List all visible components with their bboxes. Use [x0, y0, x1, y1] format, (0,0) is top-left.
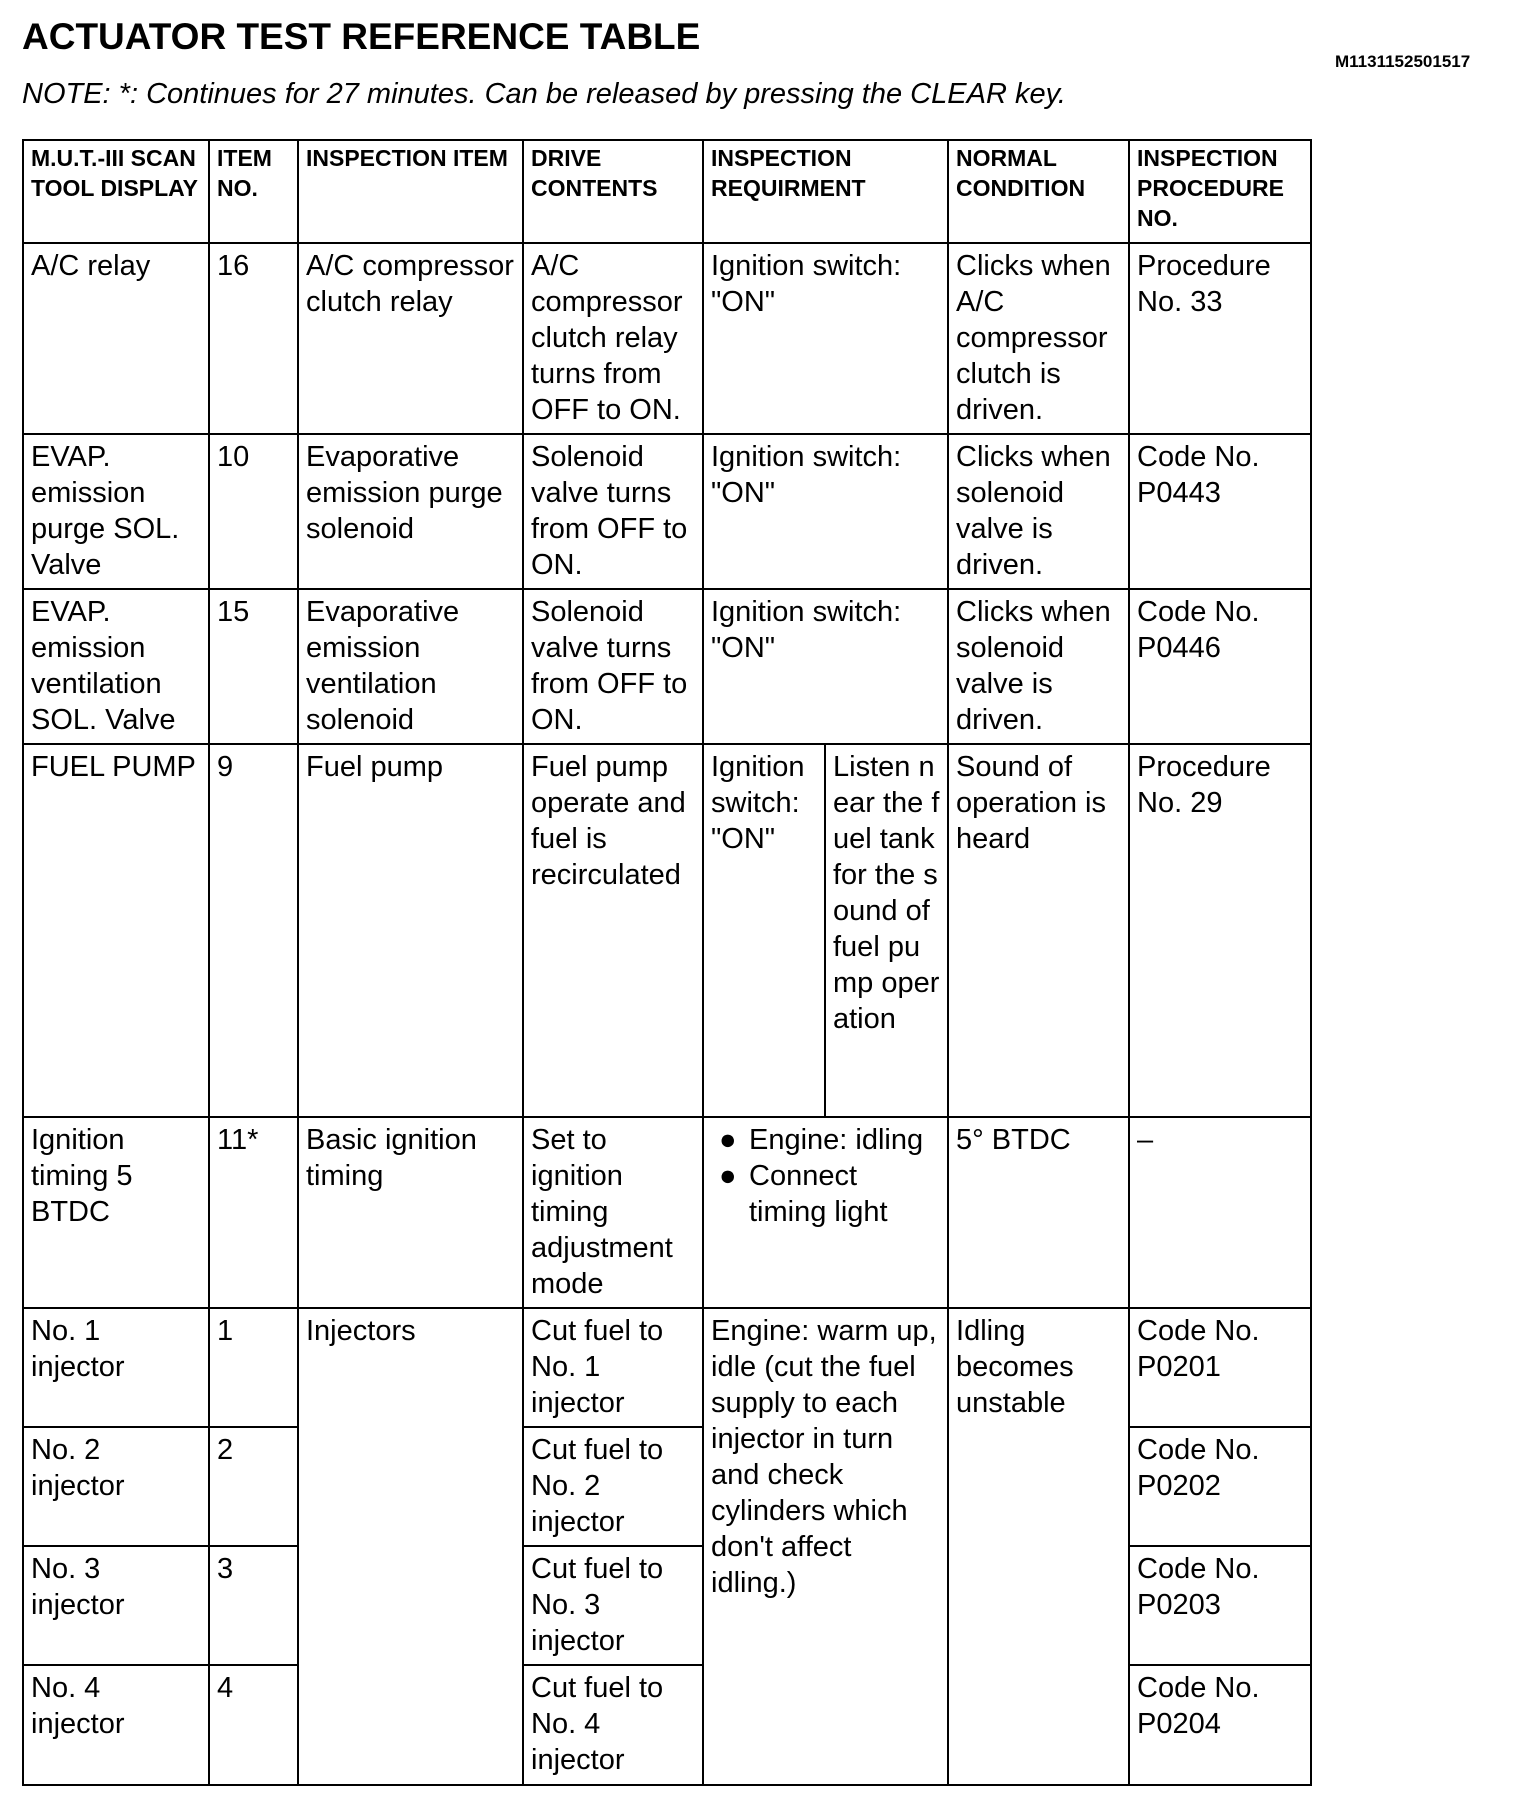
cell-drive-contents: Cut fuel to No. 3 injector — [523, 1546, 703, 1665]
bullet-icon: ● — [719, 1160, 737, 1192]
table-row — [23, 434, 1311, 589]
cell-inspection-item: Evaporative emission purge solenoid — [298, 434, 523, 589]
cell-display: EVAP. emission purge SOL. Valve — [23, 434, 209, 589]
cell-item-no: 3 — [209, 1546, 298, 1665]
cell-procedure-no: Procedure No. 33 — [1129, 243, 1311, 434]
cell-inspection-item: A/C compressor clutch relay — [298, 243, 523, 434]
cell-item-no: 9 — [209, 744, 298, 1117]
cell-procedure-no: Code No. P0201 — [1129, 1308, 1311, 1427]
cell-item-no: 15 — [209, 589, 298, 744]
table-row — [23, 589, 1311, 744]
header-item-no: ITEM NO. — [209, 140, 298, 243]
cell-requirement-listen: Listen near the fuel tank for the sound of fuel pump operation — [825, 744, 948, 1117]
requirement-text: Connect timing light — [749, 1160, 888, 1228]
cell-procedure-no: Code No. P0446 — [1129, 589, 1311, 744]
cell-procedure-no: Code No. P0203 — [1129, 1546, 1311, 1665]
document-note: NOTE: *: Continues for 27 minutes. Can be released by pressing the CLEAR key. — [22, 78, 1066, 110]
cell-display: A/C relay — [23, 243, 209, 434]
list-item — [719, 1122, 940, 1158]
cell-requirement: Engine: warm up, idle (cut the fuel supply to each injector in turn and check cylinders which don't affect idling.) — [703, 1308, 948, 1785]
cell-drive-contents: Solenoid valve turns from OFF to ON. — [523, 434, 703, 589]
cell-display: No. 2 injector — [23, 1427, 209, 1546]
cell-inspection-item: Fuel pump — [298, 744, 523, 1117]
header-procedure-no: INSPECTION PROCEDURE NO. — [1129, 140, 1311, 243]
cell-item-no: 4 — [209, 1665, 298, 1785]
table-row — [23, 1117, 1311, 1308]
cell-normal-condition: Idling becomes unstable — [948, 1308, 1129, 1785]
requirement-list — [711, 1122, 940, 1230]
cell-drive-contents: Solenoid valve turns from OFF to ON. — [523, 589, 703, 744]
table-header-row — [23, 140, 1311, 243]
cell-normal-condition: Clicks when solenoid valve is driven. — [948, 434, 1129, 589]
cell-display: FUEL PUMP — [23, 744, 209, 1117]
list-item — [719, 1158, 940, 1230]
cell-requirement: Ignition switch: "ON" — [703, 589, 948, 744]
cell-display: No. 3 injector — [23, 1546, 209, 1665]
document-id: M1131152501517 — [1335, 52, 1471, 71]
cell-drive-contents: Cut fuel to No. 1 injector — [523, 1308, 703, 1427]
cell-drive-contents: A/C compressor clutch relay turns from OFF to ON. — [523, 243, 703, 434]
table-row — [23, 243, 1311, 434]
cell-procedure-no: Code No. P0443 — [1129, 434, 1311, 589]
cell-requirement-ignition: Ignition switch: "ON" — [703, 744, 825, 1117]
cell-item-no: 2 — [209, 1427, 298, 1546]
cell-procedure-no: Code No. P0204 — [1129, 1665, 1311, 1785]
cell-item-no: 1 — [209, 1308, 298, 1427]
cell-display: No. 4 injector — [23, 1665, 209, 1785]
header-drive-contents: DRIVE CONTENTS — [523, 140, 703, 243]
header-normal-condition: NORMAL CONDITION — [948, 140, 1129, 243]
cell-drive-contents: Cut fuel to No. 4 injector — [523, 1665, 703, 1785]
cell-procedure-no: Code No. P0202 — [1129, 1427, 1311, 1546]
bullet-icon: ● — [719, 1124, 737, 1156]
cell-item-no: 10 — [209, 434, 298, 589]
cell-procedure-no: – — [1129, 1117, 1311, 1308]
cell-display: EVAP. emission ventilation SOL. Valve — [23, 589, 209, 744]
table-row — [23, 744, 1311, 1117]
actuator-test-table — [22, 139, 1312, 1786]
cell-procedure-no: Procedure No. 29 — [1129, 744, 1311, 1117]
cell-drive-contents: Set to ignition timing adjustment mode — [523, 1117, 703, 1308]
cell-requirement: Ignition switch: "ON" — [703, 434, 948, 589]
table-row — [23, 1308, 1311, 1427]
cell-drive-contents: Cut fuel to No. 2 injector — [523, 1427, 703, 1546]
cell-display: Ignition timing 5 BTDC — [23, 1117, 209, 1308]
cell-requirement: Ignition switch: "ON" — [703, 243, 948, 434]
cell-inspection-item: Basic ignition timing — [298, 1117, 523, 1308]
cell-normal-condition: 5° BTDC — [948, 1117, 1129, 1308]
document-title: ACTUATOR TEST REFERENCE TABLE — [22, 16, 701, 57]
requirement-text: Engine: idling — [749, 1124, 924, 1156]
cell-drive-contents: Fuel pump operate and fuel is recirculated — [523, 744, 703, 1117]
cell-inspection-item: Injectors — [298, 1308, 523, 1785]
cell-normal-condition: Clicks when A/C compressor clutch is driven. — [948, 243, 1129, 434]
header-inspection-item: INSPECTION ITEM — [298, 140, 523, 243]
cell-requirement — [703, 1117, 948, 1308]
header-display: M.U.T.-III SCAN TOOL DISPLAY — [23, 140, 209, 243]
cell-item-no: 16 — [209, 243, 298, 434]
cell-inspection-item: Evaporative emission ventilation solenoid — [298, 589, 523, 744]
cell-normal-condition: Sound of operation is heard — [948, 744, 1129, 1117]
cell-display: No. 1 injector — [23, 1308, 209, 1427]
header-inspection-requirement: INSPECTION REQUIRMENT — [703, 140, 948, 243]
cell-item-no: 11* — [209, 1117, 298, 1308]
cell-normal-condition: Clicks when solenoid valve is driven. — [948, 589, 1129, 744]
